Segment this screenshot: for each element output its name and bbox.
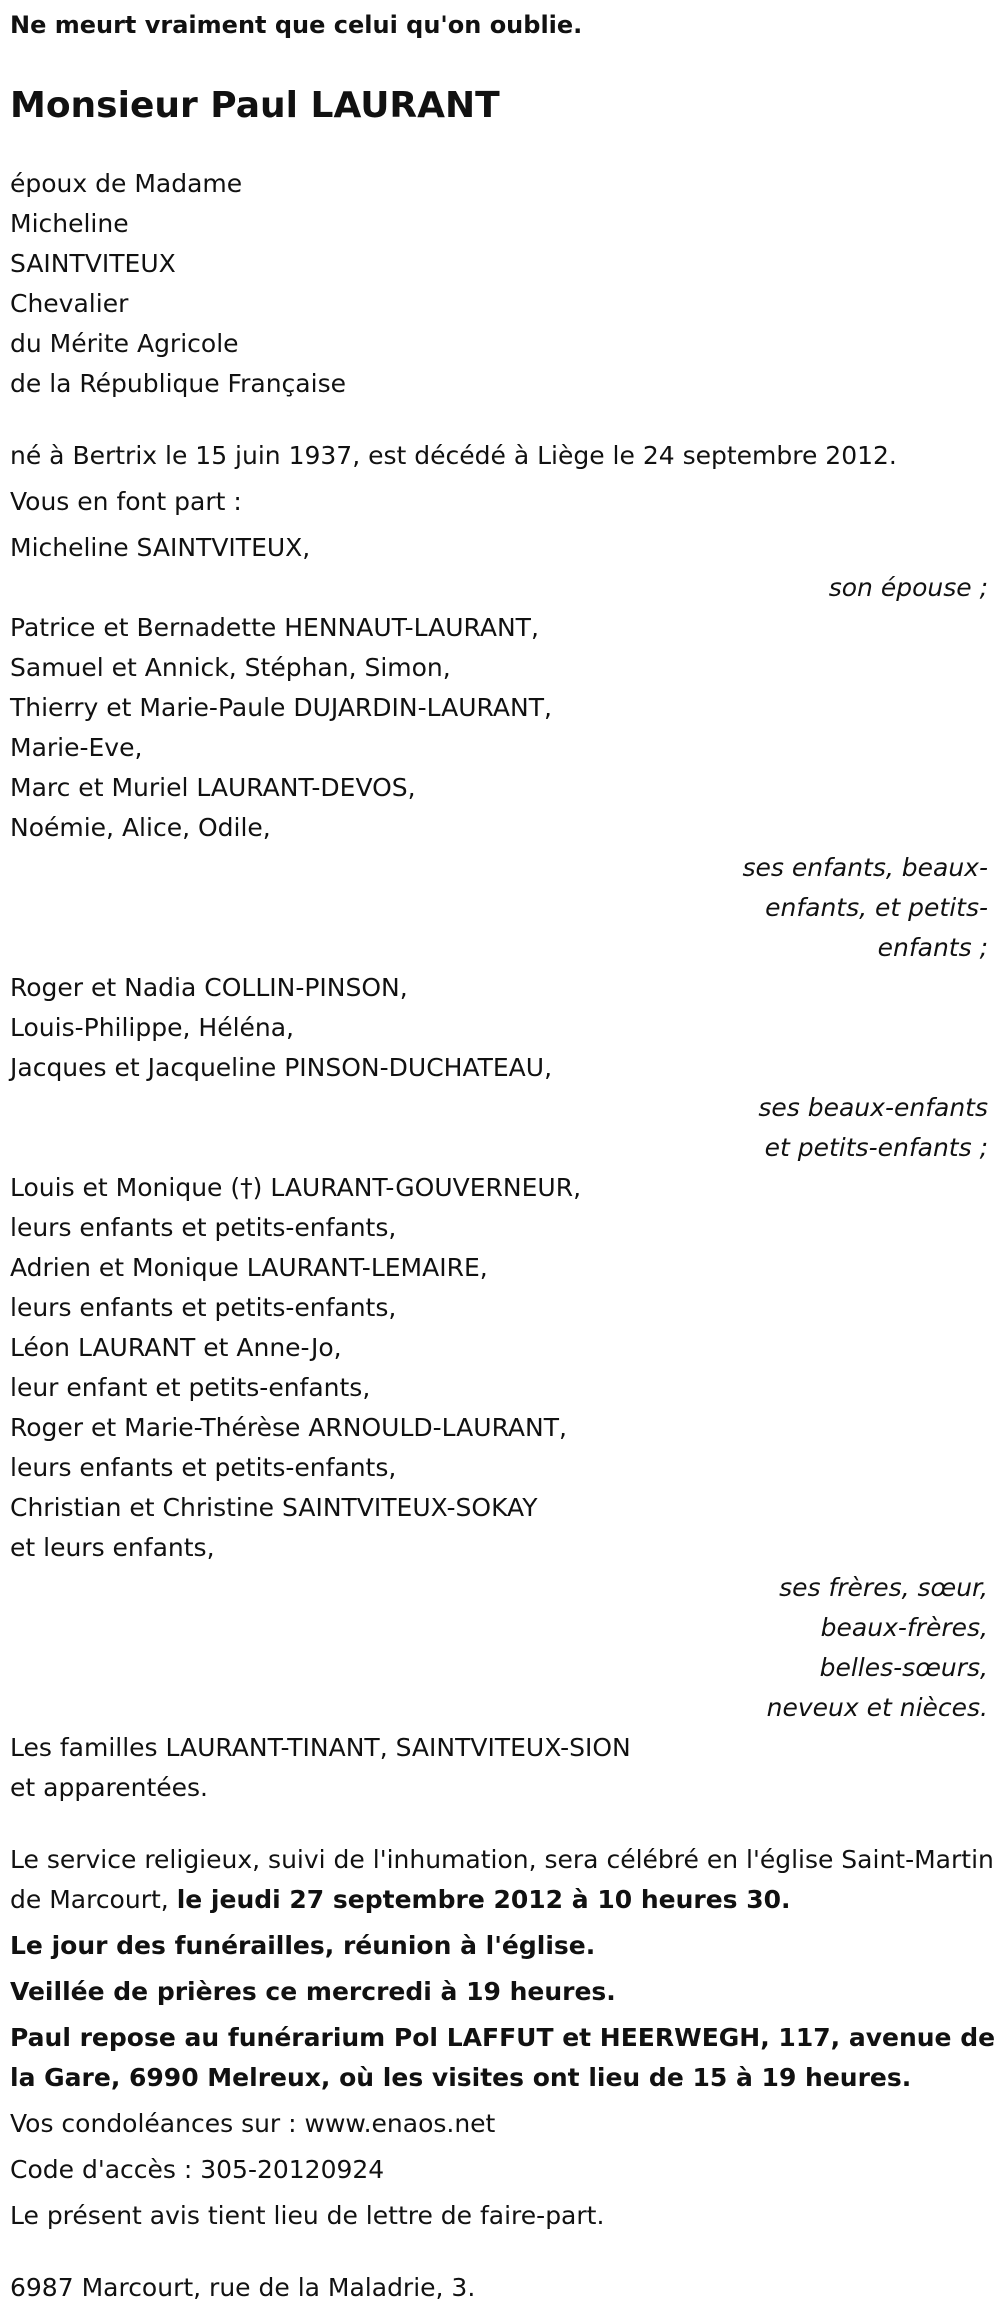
member-line: Louis-Philippe, Héléna, — [10, 1013, 295, 1042]
family-group — [10, 528, 1000, 568]
relation-line: neveux et nièces. — [766, 1693, 988, 1722]
funeral-home: Paul repose au funérarium Pol LAFFUT et HEERWEGH, 117, avenue de la Gare, 6990 Melreux, où les visites ont lieu de 15 à 19 heures. — [10, 2023, 996, 2092]
relation-line: ses enfants, beaux- — [742, 853, 988, 882]
family-group — [10, 608, 1000, 848]
family-group — [10, 968, 1000, 1088]
relation — [10, 1088, 1000, 1168]
title-line: époux de Madame — [10, 169, 243, 198]
member-line: Marie-Eve, — [10, 733, 143, 762]
relation-line: ses frères, sœur, — [779, 1573, 988, 1602]
member-line: Thierry et Marie-Paule DUJARDIN-LAURANT, — [10, 693, 552, 722]
member-line: Léon LAURANT et Anne-Jo, — [10, 1333, 342, 1362]
title-line: Chevalier — [10, 289, 129, 318]
member-line: Adrien et Monique LAURANT-LEMAIRE, — [10, 1253, 488, 1282]
relation — [10, 848, 1000, 968]
notice-text: Le présent avis tient lieu de lettre de faire-part. — [10, 2201, 605, 2230]
meeting: Le jour des funérailles, réunion à l'église. — [10, 1931, 596, 1960]
access-code: Code d'accès : 305-20120924 — [10, 2155, 385, 2184]
member-line: Patrice et Bernadette HENNAUT-LAURANT, — [10, 613, 539, 642]
member-line: Jacques et Jacqueline PINSON-DUCHATEAU, — [10, 1053, 553, 1082]
member-line: Roger et Marie-Thérèse ARNOULD-LAURANT, — [10, 1413, 567, 1442]
relation — [10, 1568, 1000, 1728]
titles — [10, 164, 1000, 404]
address: 6987 Marcourt, rue de la Maladrie, 3. — [10, 2273, 476, 2302]
title-line: SAINTVITEUX — [10, 249, 176, 278]
families — [10, 1728, 1000, 1808]
relation — [10, 568, 1000, 608]
member-line: leurs enfants et petits-enfants, — [10, 1453, 397, 1482]
motto: Ne meurt vraiment que celui qu'on oublie. — [10, 11, 583, 39]
title-line: de la République Française — [10, 369, 346, 398]
relation-line: enfants ; — [877, 933, 988, 962]
vigil: Veillée de prières ce mercredi à 19 heures. — [10, 1977, 616, 2006]
condolences: Vos condoléances sur : www.enaos.net — [10, 2109, 496, 2138]
service-date: le jeudi 27 septembre 2012 à 10 heures 30. — [176, 1885, 791, 1914]
relation-line: et petits-enfants ; — [764, 1133, 988, 1162]
relation-line: son épouse ; — [828, 573, 988, 602]
member-line: leurs enfants et petits-enfants, — [10, 1213, 397, 1242]
service-text: Le service religieux, suivi de l'inhumation, sera célébré en l'église Saint-Martin de Marcourt, — [10, 1845, 994, 1914]
relation-line: enfants, et petits- — [765, 893, 988, 922]
member-line: Roger et Nadia COLLIN-PINSON, — [10, 973, 408, 1002]
member-line: Samuel et Annick, Stéphan, Simon, — [10, 653, 451, 682]
member-line: leurs enfants et petits-enfants, — [10, 1293, 397, 1322]
member-line: leur enfant et petits-enfants, — [10, 1373, 371, 1402]
relation-line: ses beaux-enfants — [758, 1093, 988, 1122]
member-line: Louis et Monique (†) LAURANT-GOUVERNEUR, — [10, 1173, 582, 1202]
families-line: Les familles LAURANT-TINANT, SAINTVITEUX-SION — [10, 1733, 631, 1762]
service — [10, 1840, 1000, 1920]
member-line: Christian et Christine SAINTVITEUX-SOKAY — [10, 1493, 538, 1522]
member-line: et leurs enfants, — [10, 1533, 215, 1562]
member-line: Noémie, Alice, Odile, — [10, 813, 271, 842]
announce: Vous en font part : — [10, 487, 242, 516]
families-line: et apparentées. — [10, 1773, 208, 1802]
member-line: Micheline SAINTVITEUX, — [10, 533, 311, 562]
family-group — [10, 1168, 1000, 1568]
relation-line: beaux-frères, — [820, 1613, 988, 1642]
title-line: Micheline — [10, 209, 129, 238]
member-line: Marc et Muriel LAURANT-DEVOS, — [10, 773, 416, 802]
birth-death: né à Bertrix le 15 juin 1937, est décédé à Liège le 24 septembre 2012. — [10, 441, 897, 470]
title-line: du Mérite Agricole — [10, 329, 239, 358]
relation-line: belles-sœurs, — [819, 1653, 988, 1682]
deceased-name: Monsieur Paul LAURANT — [10, 85, 500, 126]
